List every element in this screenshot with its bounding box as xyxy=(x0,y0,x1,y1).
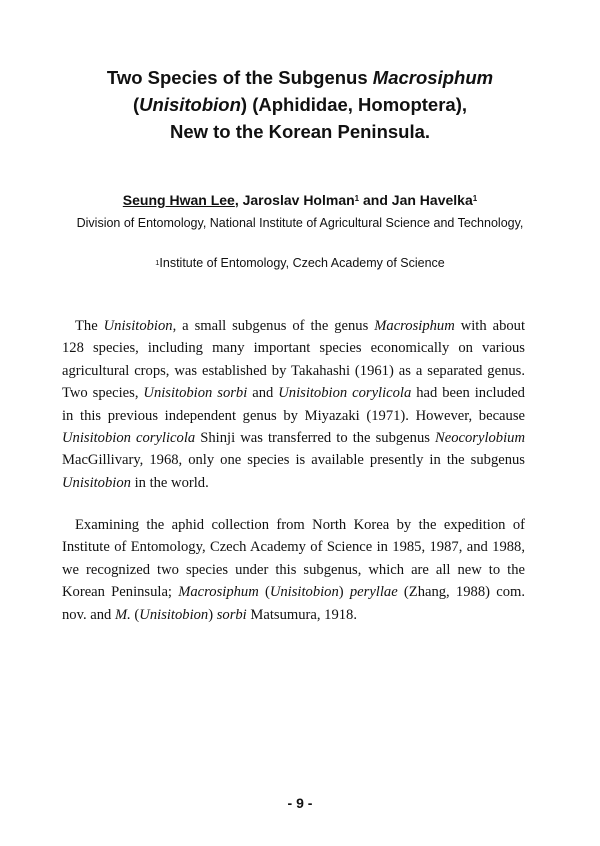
title-line-1 xyxy=(40,64,560,91)
italic-run: Unisitobion xyxy=(103,318,173,334)
italic-run: Unisitobion sorbi xyxy=(143,385,248,402)
text-run: in the world. xyxy=(130,474,209,491)
text-run: ) xyxy=(208,606,217,623)
title-text: ) (Aphididae, Homoptera), xyxy=(240,94,468,115)
paper-title xyxy=(40,64,560,145)
italic-run: Macrosiphum xyxy=(374,318,455,334)
text-run: Matsumura, 1918. xyxy=(246,606,358,623)
italic-run: Unisitobion xyxy=(62,474,131,491)
title-text: ( xyxy=(132,94,140,115)
author-separator: and xyxy=(359,192,392,208)
title-genus: Macrosiphum xyxy=(372,67,494,88)
text-run: with about 128 species, including many important species economically on various agricultural crops, was established by Takahashi (1961) as a separated genus. Two species, xyxy=(62,318,526,402)
text-run: ( xyxy=(258,584,270,601)
body-paragraph-2 xyxy=(62,514,525,626)
text-run: ( xyxy=(130,606,140,623)
text-run: ) xyxy=(338,584,350,601)
text-run: MacGillivary, 1968, only one species is available presently in the subgenus xyxy=(62,452,525,469)
author-name: Seung Hwan Lee xyxy=(122,192,235,208)
text-run: , a small subgenus of the genus xyxy=(172,318,375,334)
italic-run: sorbi xyxy=(216,606,247,623)
text-run: had been included in this previous independent genus by Miyazaki (1971). However, because xyxy=(62,385,525,424)
affiliation-marker: 1 xyxy=(155,258,160,267)
italic-run: M. xyxy=(114,606,131,623)
text-run: Shinji was transferred to the subgenus xyxy=(195,430,436,447)
author-list xyxy=(40,190,560,210)
text-run: The xyxy=(75,318,104,334)
affiliation-marker: 1 xyxy=(354,194,360,203)
italic-run: Macrosiphum xyxy=(178,584,259,601)
title-text: Two Species of the Subgenus xyxy=(106,67,373,88)
title-line-2 xyxy=(40,91,560,118)
text-run: (Zhang, 1988) com. nov. and xyxy=(62,584,525,623)
italic-run: Neocorylobium xyxy=(435,430,525,447)
affiliation-1: Division of Entomology, National Institute of Agricultural Science and Technology, xyxy=(76,216,524,230)
italic-run: Unisitobion xyxy=(139,606,209,623)
italic-run: Unisitobion corylicola xyxy=(278,385,412,402)
italic-run: Unisitobion xyxy=(269,584,339,601)
italic-run: peryllae xyxy=(349,584,398,601)
title-line-3: New to the Korean Peninsula. xyxy=(169,121,431,142)
author-name: Jaroslav Holman xyxy=(242,192,355,208)
affiliation-marker: 1 xyxy=(472,194,478,203)
affiliation-text: Institute of Entomology, Czech Academy of Science xyxy=(159,256,445,270)
author-name: Jan Havelka xyxy=(391,192,473,208)
affiliation-2 xyxy=(40,254,560,272)
italic-run: Unisitobion corylicola xyxy=(62,430,196,447)
text-run: and xyxy=(247,385,279,402)
text-run: Examining the aphid collection from North Korea by the expedition of Institute of Entomology, Czech Academy of Science in 1985, 1987, and 1988, we recognized two species under this subgenus, which are all new to the Korean Peninsula; xyxy=(62,517,525,601)
page-number: - 9 - xyxy=(287,795,313,811)
title-subgenus: Unisitobion xyxy=(139,94,241,115)
body-paragraph-1 xyxy=(62,315,525,494)
author-separator: , xyxy=(234,192,243,208)
